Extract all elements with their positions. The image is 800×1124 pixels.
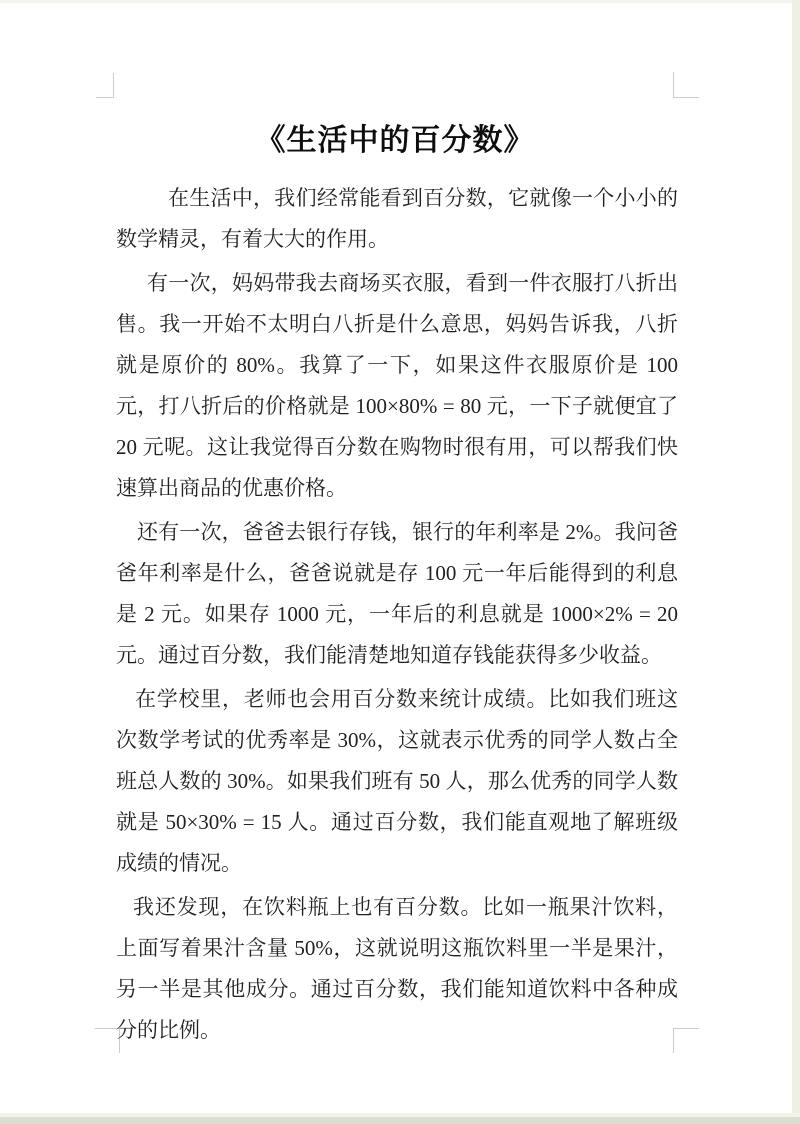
paragraph-bank-interest: 还有一次，爸爸去银行存钱，银行的年利率是 2%。我问爸爸年利率是什么，爸爸说就是存 100 元一年后能得到的利息是 2 元。如果存 1000 元，一年后的利息就是 1000×2% = 20 元。通过百分数，我们能清楚地知道存钱能获得多少收益。 (116, 520, 678, 667)
document-title: 《生活中的百分数》 (255, 124, 535, 158)
document-body (116, 178, 678, 1054)
paragraph-juice-content: 我还发现，在饮料瓶上也有百分数。比如一瓶果汁饮料，上面写着果汁含量 50%，这就说明这瓶饮料里一半是果汁，另一半是其他成分。通过百分数，我们能知道饮料中各种成分的比例。 (116, 895, 678, 1042)
text-boundary-mark-top-right (673, 72, 699, 98)
paragraph-intro: 在生活中，我们经常能看到百分数，它就像一个小小的数学精灵，有着大大的作用。 (116, 186, 678, 251)
page-edge-right (792, 0, 800, 1124)
paragraph-school-scores: 在学校里，老师也会用百分数来统计成绩。比如我们班这次数学考试的优秀率是 30%，这就表示优秀的同学人数占全班总人数的 30%。如果我们班有 50 人，那么优秀的同学人数就是 50×30% = 15 人。通过百分数，我们能直观地了解班级成绩的情况。 (116, 687, 678, 875)
paragraph-shopping-discount: 有一次，妈妈带我去商场买衣服，看到一件衣服打八折出售。我一开始不太明白八折是什么意思，妈妈告诉我，八折就是原价的 80%。我算了一下，如果这件衣服原价是 100 元，打八折后的价格就是 100×80% = 80 元，一下子就便宜了 20 元呢。这让我觉得百分数在购物时很有用，可以帮我们快速算出商品的优惠价格。 (116, 271, 678, 500)
text-boundary-mark-top-left (96, 73, 114, 98)
page-edge-bottom (0, 1117, 800, 1124)
page-edge-top (0, 0, 800, 3)
